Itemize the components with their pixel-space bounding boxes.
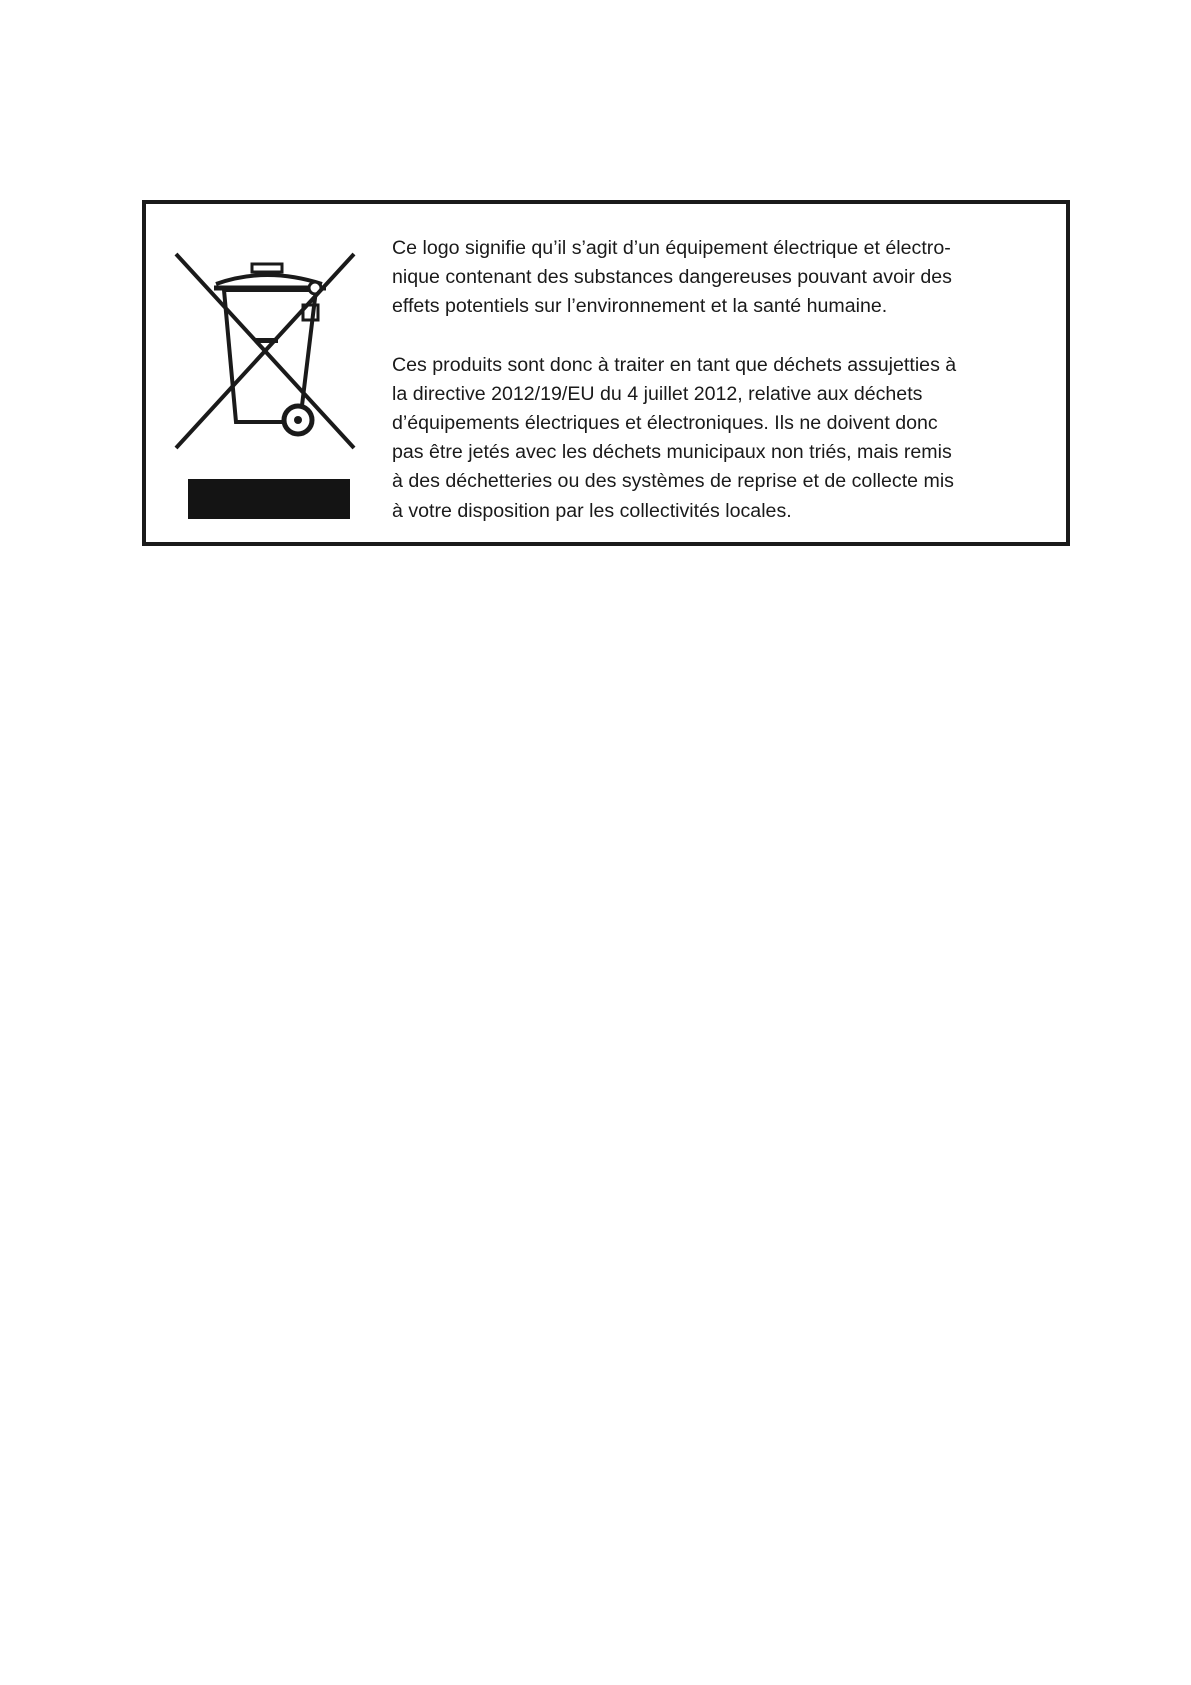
text-line: Ce logo signifie qu’il s’agit d’un équipement électrique et électro- <box>392 237 951 259</box>
text-line: d’équipements électriques et électroniques. Ils ne doivent donc <box>392 412 938 435</box>
notice-paragraph-2 <box>392 351 1062 526</box>
weee-notice-box <box>142 200 1070 546</box>
text-line: à des déchetteries ou des systèmes de reprise et de collecte mis <box>392 470 954 493</box>
text-line: nique contenant des substances dangereuses pouvant avoir des <box>392 266 952 289</box>
weee-solid-bar <box>188 479 350 519</box>
notice-paragraph-1 <box>392 234 1062 322</box>
text-line: à votre disposition par les collectivités locales. <box>392 499 792 522</box>
text-line: effets potentiels sur l’environnement et la santé humaine. <box>392 295 888 318</box>
text-line: Ces produits sont donc à traiter en tant que déchets assujetties à <box>392 353 957 376</box>
text-line: pas être jetés avec les déchets municipaux non triés, mais remis <box>392 441 952 464</box>
notice-text <box>392 234 1062 526</box>
text-line: la directive 2012/19/EU du 4 juillet 2012, relative aux déchets <box>392 382 923 405</box>
crossed-out-wheeled-bin-icon <box>166 242 364 458</box>
